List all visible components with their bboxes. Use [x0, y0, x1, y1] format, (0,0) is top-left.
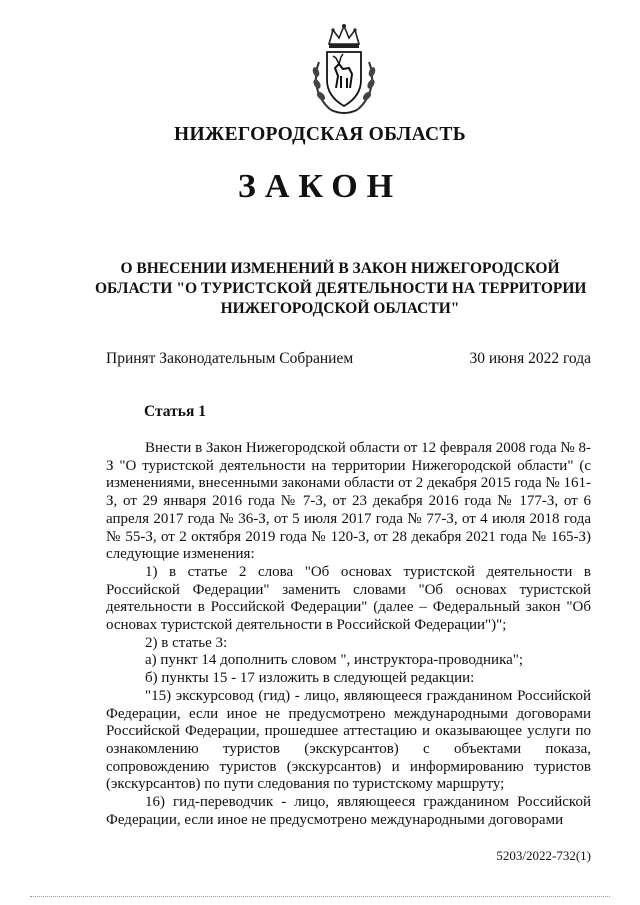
adoption-line — [106, 350, 591, 368]
law-title-line: ОБЛАСТИ "О ТУРИСТСКОЙ ДЕЯТЕЛЬНОСТИ НА ТЕРРИТОРИИ — [95, 280, 587, 297]
adoption-label: Принят Законодательным Собранием — [106, 350, 354, 367]
paragraph: 1) в статье 2 слова "Об основах туристской деятельности в Российской Федерации" заменить словами "Об основах туристской деятельности в Российской Федерации" (далее – Федеральный закон "Об основах туристской деятельности в Российской Федерации")"; — [106, 563, 591, 634]
paragraph: 2) в статье 3: — [145, 634, 228, 651]
law-title-line: НИЖЕГОРОДСКОЙ ОБЛАСТИ" — [220, 300, 460, 317]
document-type: ЗАКОН — [237, 168, 403, 205]
paragraph: а) пункт 14 дополнить словом ", инструктора-проводника"; — [145, 652, 524, 669]
law-title — [95, 259, 585, 319]
paragraph: "15) экскурсовод (гид) - лицо, являющееся гражданином Российской Федерации, если иное не предусмотрено международными договорами Российской Федерации, прошедшее аттестацию и оказывающее услуги по ознакомлению туристов (экскурсантов) с объектами показа, сопровождению туристов (экскурсантов) и информированию туристов (экскурсантов) по пути следования по туристскому маршруту; — [106, 687, 591, 793]
adoption-date: 30 июня 2022 года — [469, 350, 591, 367]
paragraph: б) пункты 15 - 17 изложить в следующей редакции: — [145, 670, 475, 687]
document-code: 5203/2022-732(1) — [496, 848, 591, 863]
paragraph: Внести в Закон Нижегородской области от 12 февраля 2008 года № 8-З "О туристской деятельности на территории Нижегородской области" (с изменениями, внесенными законами области от 2 декабря 2015 года № 161-З, от 29 января 2016 года № 7-З, от 23 декабря 2016 года № 177-З, от 6 апреля 2017 года № 36-З, от 5 июля 2017 года № 77-З, от 4 июля 2018 года № 55-З, от 2 октября 2019 года № 120-З, от 28 декабря 2021 года № 165-З) следующие изменения: — [106, 440, 591, 563]
coat-of-arms-icon — [305, 22, 383, 117]
law-title-line: О ВНЕСЕНИИ ИЗМЕНЕНИЙ В ЗАКОН НИЖЕГОРОДСКОЙ — [120, 260, 560, 277]
region-name: НИЖЕГОРОДСКАЯ ОБЛАСТЬ — [174, 124, 466, 145]
article-body — [106, 440, 591, 829]
scan-edge-divider — [30, 896, 610, 899]
article-heading: Статья 1 — [144, 403, 206, 420]
paragraph: 16) гид-переводчик - лицо, являющееся гражданином Российской Федерации, если иное не предусмотрено международными договорами — [106, 794, 591, 828]
